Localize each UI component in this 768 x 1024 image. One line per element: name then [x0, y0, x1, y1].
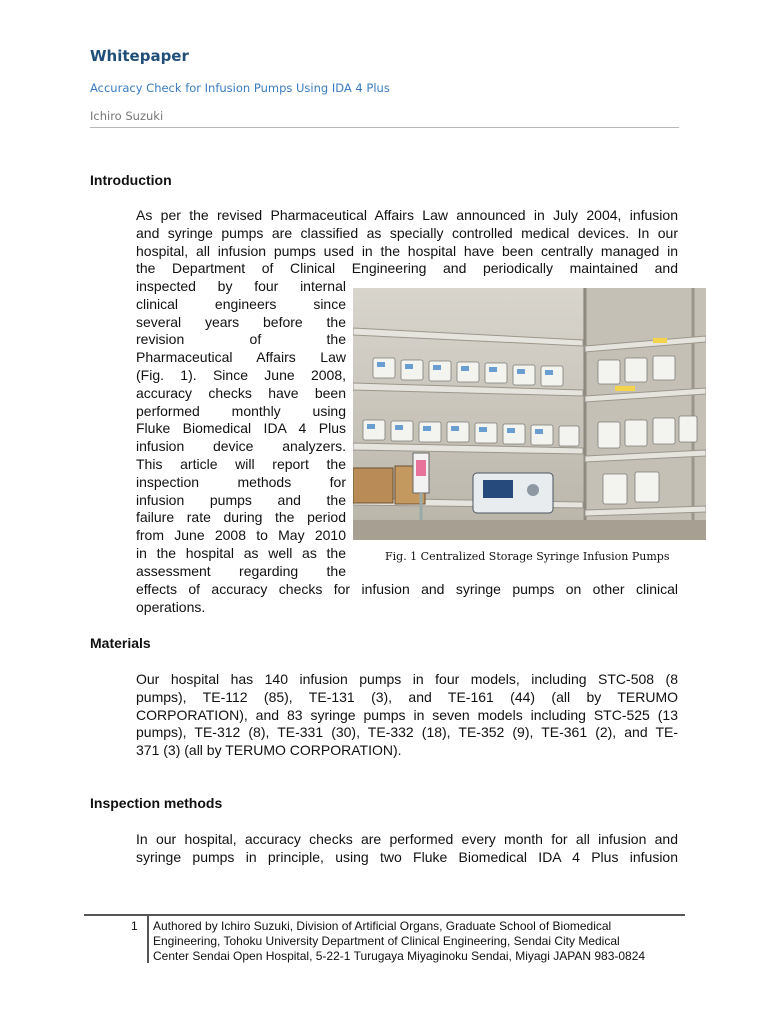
- figure-photo: [353, 288, 706, 540]
- text-line: infusion device analyzers.: [136, 438, 346, 455]
- text-line: (Fig. 1). Since June 2008,: [136, 366, 346, 383]
- storage-shelves-illustration: [353, 288, 706, 540]
- text-line: the Department of Clinical Engineering and periodically maintained and: [136, 260, 678, 277]
- footnote-line: Center Sendai Open Hospital, 5-22-1 Turugaya Miyaginoku Sendai, Miyagi JAPAN 983-0824: [153, 949, 646, 963]
- materials-heading: Materials: [90, 635, 151, 651]
- text-line: revision of the: [136, 331, 346, 348]
- text-line: Fluke Biomedical IDA 4 Plus: [136, 420, 346, 437]
- text-line: In our hospital, accuracy checks are performed every month for all infusion and: [136, 831, 678, 847]
- text-line: failure rate during the period: [136, 509, 346, 526]
- intro-heading: Introduction: [90, 172, 172, 188]
- header-rule: [90, 127, 679, 128]
- header-title: Whitepaper: [90, 47, 189, 65]
- text-line: pumps), TE-112 (85), TE-131 (3), and TE-161 (44) (all by TERUMO: [136, 688, 678, 705]
- text-line: syringe pumps in principle, using two Fluke Biomedical IDA 4 Plus infusion: [136, 848, 678, 865]
- footnote-rule: [84, 914, 685, 916]
- intro-paragraph-tail: [136, 581, 678, 617]
- footnote-bar: [147, 915, 149, 963]
- footnote-text: [153, 919, 693, 964]
- text-line: from June 2008 to May 2010: [136, 527, 346, 544]
- footnote-line: Engineering, Tohoku University Department of Clinical Engineering, Sendai City Medical: [153, 934, 620, 948]
- text-line: operations.: [136, 598, 206, 615]
- header-subtitle: Accuracy Check for Infusion Pumps Using IDA 4 Plus: [90, 81, 390, 95]
- inspection-paragraph: [136, 831, 678, 867]
- figure-caption: Fig. 1 Centralized Storage Syringe Infusion Pumps: [385, 550, 670, 563]
- text-line: 371 (3) (all by TERUMO CORPORATION).: [136, 742, 402, 759]
- text-line: Pharmaceutical Affairs Law: [136, 349, 346, 366]
- text-line: As per the revised Pharmaceutical Affairs Law announced in July 2004, infusion: [136, 207, 678, 223]
- footnote-line: Authored by Ichiro Suzuki, Division of Artificial Organs, Graduate School of Biomedical: [153, 919, 612, 933]
- text-line: pumps), TE-312 (8), TE-331 (30), TE-332 (18), TE-352 (9), TE-361 (2), and TE-: [136, 724, 678, 741]
- header-author: Ichiro Suzuki: [90, 109, 164, 123]
- text-line: This article will report the: [136, 455, 346, 472]
- text-line: hospital, all infusion pumps used in the hospital have been centrally managed in: [136, 242, 678, 259]
- text-line: accuracy checks have been: [136, 384, 346, 401]
- materials-paragraph: [136, 671, 678, 760]
- text-line: inspection methods for: [136, 473, 346, 490]
- text-line: and syringe pumps are classified as specially controlled medical devices. In our: [136, 224, 678, 241]
- text-line: clinical engineers since: [136, 295, 346, 312]
- text-line: performed monthly using: [136, 402, 346, 419]
- text-line: inspected by four internal: [136, 278, 346, 294]
- text-line: effects of accuracy checks for infusion and syringe pumps on other clinical: [136, 581, 678, 597]
- text-line: assessment regarding the: [136, 562, 346, 579]
- intro-paragraph-full: [136, 207, 678, 278]
- inspection-heading: Inspection methods: [90, 795, 223, 811]
- text-line: in the hospital as well as the: [136, 544, 346, 561]
- footnote-number: 1: [131, 919, 138, 933]
- text-line: Our hospital has 140 infusion pumps in four models, including STC-508 (8: [136, 671, 678, 687]
- text-line: CORPORATION), and 83 syringe pumps in seven models including STC-525 (13: [136, 706, 678, 723]
- intro-paragraph-narrow: [136, 278, 346, 581]
- text-line: several years before the: [136, 313, 346, 330]
- text-line: infusion pumps and the: [136, 491, 346, 508]
